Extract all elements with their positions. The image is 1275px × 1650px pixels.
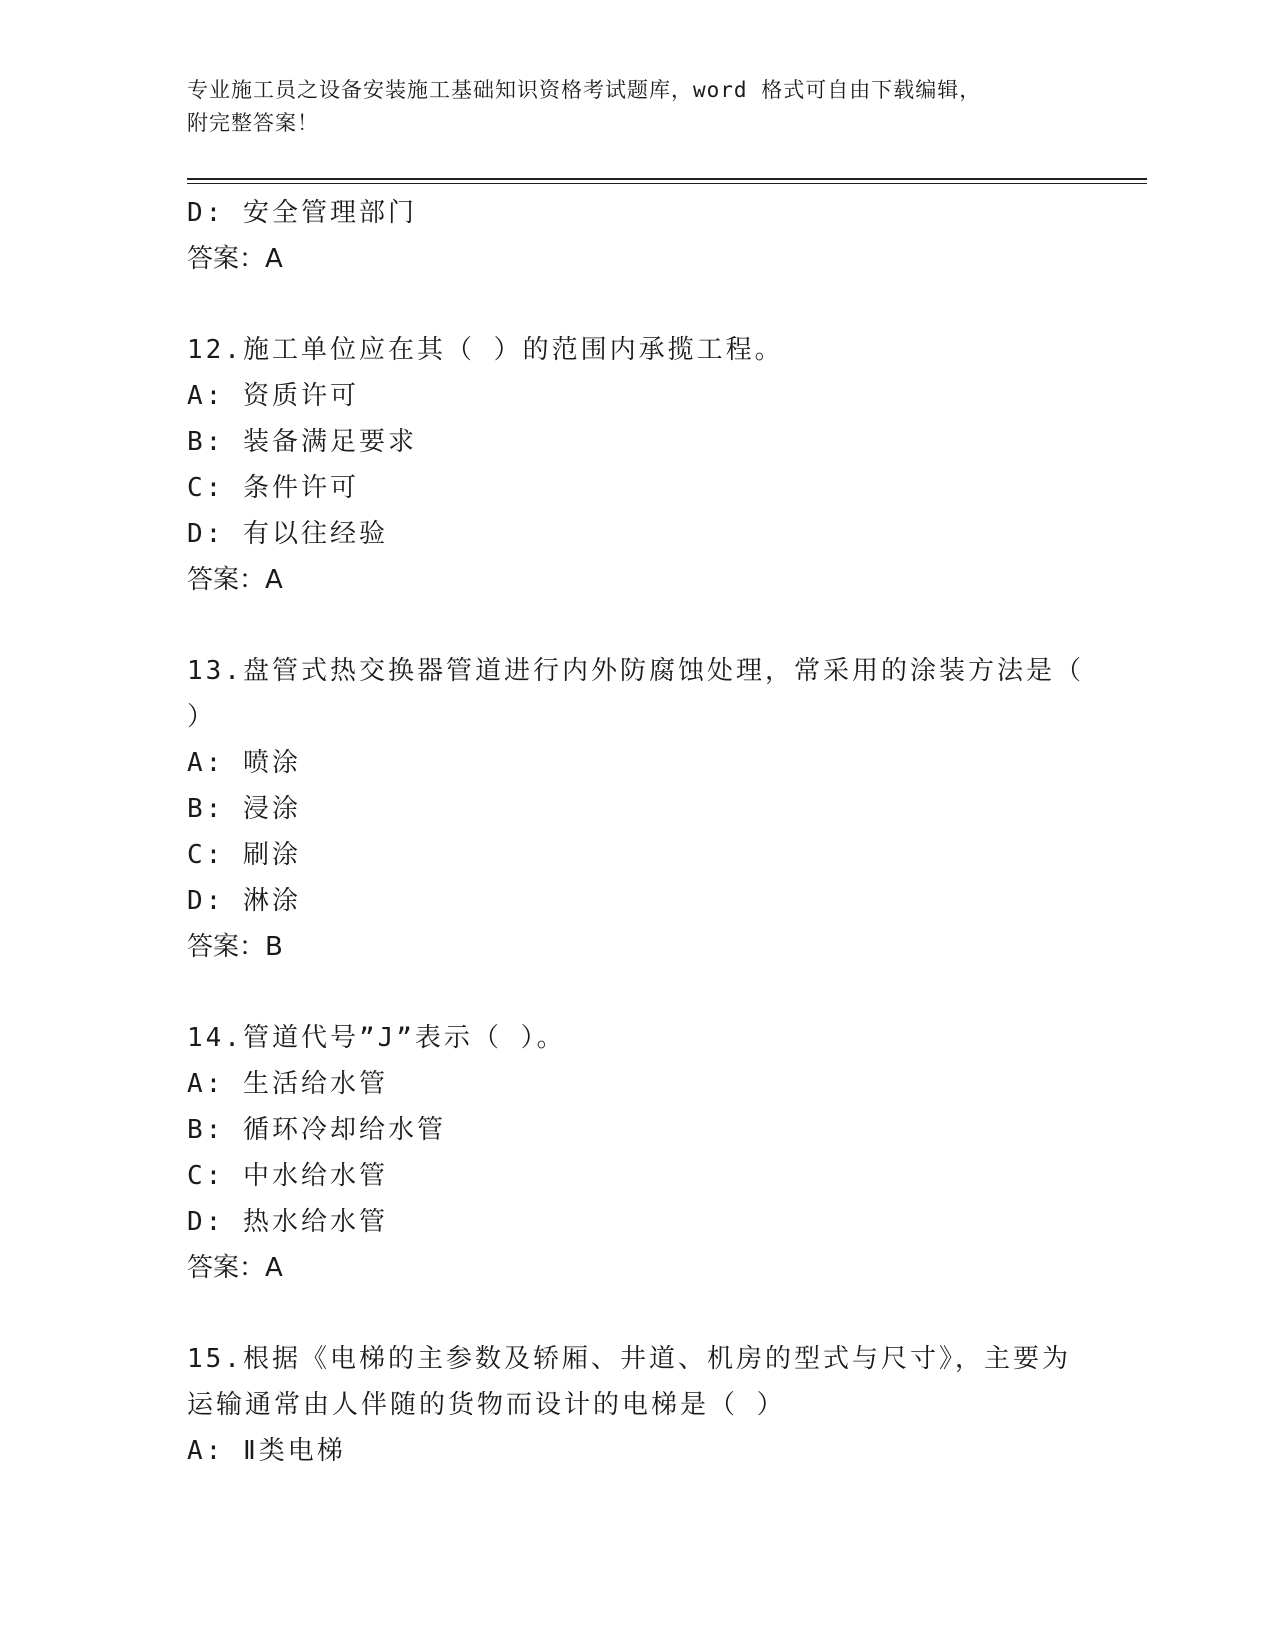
answer-line: 答案：A [187,565,283,595]
option-a: A: 资质许可 [187,381,359,411]
question-15 [187,1336,1087,1474]
question-stem: 14.管道代号”J”表示（ ）。 [187,1023,566,1053]
option-a: A: Ⅱ类电梯 [187,1436,346,1466]
option-d: D: 安全管理部门 [187,198,417,228]
question-13 [187,648,1087,970]
header-line-1: 专业施工员之设备安装施工基础知识资格考试题库，word 格式可自由下载编辑， [187,78,982,102]
option-c: C: 中水给水管 [187,1161,388,1191]
answer-line: 答案：A [187,1253,283,1283]
option-d: D: 有以往经验 [187,519,388,549]
header-line-2: 附完整答案！ [187,111,319,135]
question-list [187,190,1087,1474]
question-stem: 12.施工单位应在其（ ）的范围内承揽工程。 [187,335,784,365]
option-c: C: 条件许可 [187,473,359,503]
option-d: D: 淋涂 [187,886,301,916]
option-a: A: 生活给水管 [187,1069,388,1099]
option-a: A: 喷涂 [187,748,301,778]
option-b: B: 装备满足要求 [187,427,417,457]
question-14 [187,1015,1087,1291]
question-12 [187,327,1087,603]
question-stem: 13.盘管式热交换器管道进行内外防腐蚀处理，常采用的涂装方法是（ [187,656,1084,686]
answer-line: 答案：A [187,244,283,274]
option-b: B: 循环冷却给水管 [187,1115,446,1145]
question-stem-continued: ） [187,702,217,732]
option-b: B: 浸涂 [187,794,301,824]
question-stem: 15.根据《电梯的主参数及轿厢、井道、机房的型式与尺寸》，主要为 [187,1344,1071,1374]
answer-line: 答案：B [187,932,283,962]
option-d: D: 热水给水管 [187,1207,388,1237]
option-c: C: 刷涂 [187,840,301,870]
question-stem-continued: 运输通常由人伴随的货物而设计的电梯是（ ） [187,1390,786,1420]
page-header [187,74,1067,140]
header-divider-thin [187,183,1147,184]
header-divider-thick [187,178,1147,180]
